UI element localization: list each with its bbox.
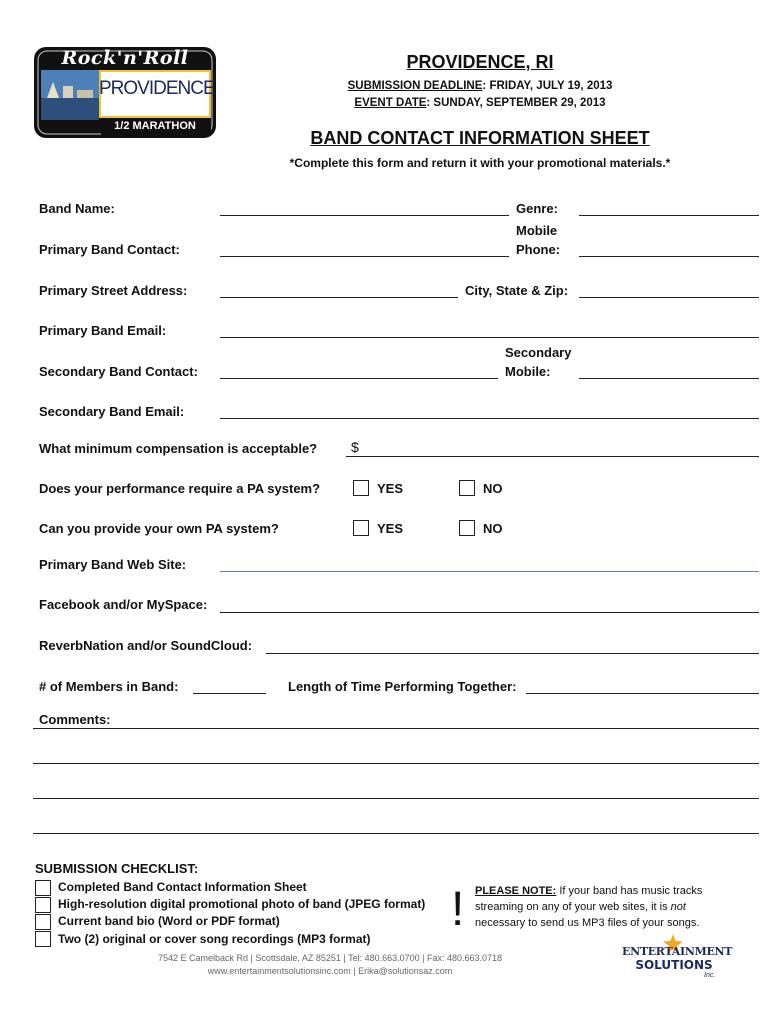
pa-own-no-checkbox[interactable] — [459, 520, 475, 536]
checklist-checkbox-3[interactable] — [35, 914, 51, 930]
mobile-phone-field[interactable] — [579, 256, 759, 257]
length-field[interactable] — [526, 693, 759, 694]
website-label: Primary Band Web Site: — [39, 557, 187, 572]
website-field[interactable] — [220, 571, 759, 572]
checklist-item-1: Completed Band Contact Information Sheet — [58, 880, 307, 894]
pa-own-label: Can you provide your own PA system? — [39, 521, 279, 536]
compensation-field[interactable] — [346, 456, 759, 457]
submission-deadline — [250, 80, 710, 92]
pa-required-label: Does your performance require a PA system? — [39, 481, 321, 496]
pa-required-no-checkbox[interactable] — [459, 480, 475, 496]
street-address-label: Primary Street Address: — [39, 283, 188, 298]
mobile-label-line1: Mobile — [516, 223, 558, 238]
note-text-emphasis: not — [670, 901, 686, 913]
page-title: PROVIDENCE, RI — [406, 52, 554, 72]
footer-contact: www.entertainmentsolutionsinc.com | Erika@solutionsaz.com — [207, 966, 453, 976]
primary-email-field[interactable] — [220, 337, 759, 338]
deadline-label: SUBMISSION DEADLINE — [347, 80, 483, 92]
checklist-title: SUBMISSION CHECKLIST: — [35, 861, 199, 876]
primary-email-label: Primary Band Email: — [39, 323, 167, 338]
event-logo — [33, 46, 217, 139]
please-note — [475, 883, 725, 931]
members-label: # of Members in Band: — [39, 679, 179, 694]
secondary-email-field[interactable] — [220, 418, 759, 419]
compensation-label: What minimum compensation is acceptable? — [39, 441, 318, 456]
comments-line-2[interactable] — [33, 763, 759, 764]
event-date — [250, 97, 710, 109]
primary-contact-field[interactable] — [220, 256, 509, 257]
band-name-label: Band Name: — [39, 201, 115, 216]
secondary-mobile-field[interactable] — [579, 378, 759, 379]
sheet-title: BAND CONTACT INFORMATION SHEET — [310, 128, 650, 148]
secondary-email-label: Secondary Band Email: — [39, 404, 185, 419]
length-label: Length of Time Performing Together: — [288, 679, 517, 694]
street-address-field[interactable] — [220, 297, 458, 298]
event-date-label: EVENT DATE — [354, 97, 427, 109]
reverbnation-label: ReverbNation and/or SoundCloud: — [39, 638, 253, 653]
deadline-value: : FRIDAY, JULY 19, 2013 — [482, 80, 613, 92]
instructions: *Complete this form and return it with your promotional materials.* — [289, 156, 671, 170]
comments-line-4[interactable] — [33, 833, 759, 834]
checklist-checkbox-4[interactable] — [35, 931, 51, 947]
genre-field[interactable] — [579, 215, 759, 216]
secondary-contact-field[interactable] — [220, 378, 498, 379]
genre-label: Genre: — [516, 201, 558, 216]
pa-own-yes-label: YES — [377, 521, 404, 536]
pa-required-yes-checkbox[interactable] — [353, 480, 369, 496]
checklist-item-2: High-resolution digital promotional photo of band (JPEG format) — [58, 897, 426, 911]
band-name-field[interactable] — [220, 215, 509, 216]
facebook-label: Facebook and/or MySpace: — [39, 597, 208, 612]
secondary-mobile-label-line2: Mobile: — [505, 364, 551, 379]
pa-required-yes-label: YES — [377, 481, 404, 496]
comments-line-1[interactable] — [33, 728, 759, 729]
members-field[interactable] — [193, 693, 266, 694]
primary-contact-label: Primary Band Contact: — [39, 242, 180, 257]
dollar-sign: $ — [351, 439, 359, 455]
checklist-checkbox-2[interactable] — [35, 897, 51, 913]
checklist-item-3: Current band bio (Word or PDF format) — [58, 914, 280, 928]
checklist-item-4: Two (2) original or cover song recordings (MP3 format) — [58, 932, 371, 946]
note-label: PLEASE NOTE: — [475, 885, 557, 897]
pa-own-no-label: NO — [483, 521, 503, 536]
reverbnation-field[interactable] — [266, 653, 759, 654]
logo-inc-text: Inc. — [704, 972, 716, 979]
city-state-zip-label: City, State & Zip: — [465, 283, 569, 298]
secondary-contact-label: Secondary Band Contact: — [39, 364, 198, 379]
facebook-field[interactable] — [220, 612, 759, 613]
secondary-mobile-label-line1: Secondary — [505, 345, 572, 360]
pa-required-no-label: NO — [483, 481, 503, 496]
pa-own-yes-checkbox[interactable] — [353, 520, 369, 536]
logo-entertainment-text: ENTERTAINMENT — [622, 945, 733, 958]
comments-label: Comments: — [39, 712, 111, 727]
mobile-label-line2: Phone: — [516, 242, 561, 257]
logo-city-text: PROVIDENCE — [99, 78, 215, 99]
logo-race-text: 1/2 MARATHON — [114, 120, 196, 132]
entertainment-solutions-logo — [622, 933, 733, 981]
logo-solutions-text: SOLUTIONS — [635, 958, 713, 972]
logo-brand-text: Rock'n'Roll — [61, 47, 189, 69]
event-date-value: : SUNDAY, SEPTEMBER 29, 2013 — [426, 97, 606, 109]
footer-address: 7542 E Camelback Rd | Scottsdale, AZ 85251 | Tel: 480.663.0700 | Fax: 480.663.0718 — [157, 953, 503, 963]
city-state-zip-field[interactable] — [579, 297, 759, 298]
checklist-checkbox-1[interactable] — [35, 880, 51, 896]
exclamation-icon: ! — [451, 883, 465, 936]
comments-line-3[interactable] — [33, 798, 759, 799]
note-text-a: If your band has music tracks streaming on any of your web sites, it is — [475, 885, 703, 913]
note-text-b: necessary to send us MP3 files of your songs. — [475, 917, 700, 929]
